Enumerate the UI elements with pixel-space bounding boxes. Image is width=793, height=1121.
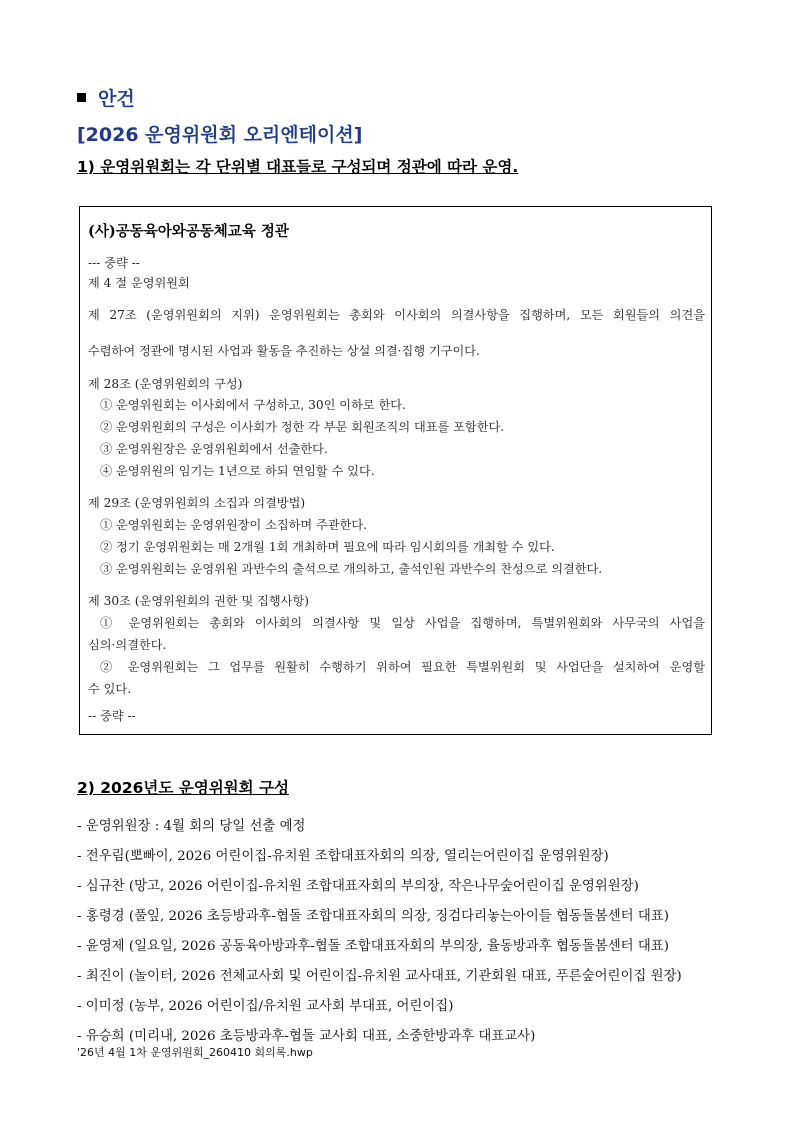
article-30-item-1-line-2: 심의·의결한다.: [88, 638, 167, 652]
item2-heading: 2) 2026년도 운영위원회 구성: [77, 779, 289, 797]
member-list-item: - 이미정 (농부, 2026 어린이집/유치원 교사회 부대표, 어린이집): [77, 999, 454, 1014]
item1-heading: 1) 운영위원회는 각 단위별 대표들로 구성되며 정관에 따라 운영.: [77, 158, 519, 176]
article-27-line-1: 제 27조 (운영위원회의 지위) 운영위원회는 총회와 이사회의 의결사항을 집행하며, 모든 회원들의 의견을: [88, 308, 705, 322]
article-27-line-2: 수렴하여 정관에 명시된 사업과 활동을 추진하는 상설 의결·집행 기구이다.: [88, 344, 480, 358]
member-list-item: - 최진이 (놀이터, 2026 전체교사회 및 어린이집-유치원 교사대표, 기관회원 대표, 푸른숲어린이집 원장): [77, 969, 682, 984]
article-29-item: ① 운영위원회는 운영위원장이 소집하며 주관한다.: [100, 518, 368, 532]
member-list-item: - 전우림(뽀빠이, 2026 어린이집-유치원 조합대표자회의 의장, 열리는어린이집 운영위원장): [77, 849, 609, 864]
agenda-label: 안건: [98, 88, 135, 110]
member-list-item: - 운영위원장 : 4월 회의 당일 선출 예정: [77, 819, 306, 834]
bylaws-excerpt-box: [79, 206, 712, 735]
square-bullet-icon: [77, 93, 86, 102]
omission-marker-bottom: -- 중략 --: [88, 709, 136, 723]
section-heading: 제 4 절 운영위원회: [88, 276, 190, 290]
article-29-item: ③ 운영위원회는 운영위원 과반수의 출석으로 개의하고, 출석인원 과반수의 찬성으로 의결한다.: [100, 562, 603, 576]
member-list-item: - 윤영제 (일요일, 2026 공동육아방과후-협돌 조합대표자회의 부의장, 율동방과후 협동돌봄센터 대표): [77, 939, 669, 954]
article-30-title: 제 30조 (운영위원회의 권한 및 집행사항): [88, 594, 309, 608]
article-30-item-1-line-1: ① 운영위원회는 총회와 이사회의 의결사항 및 일상 사업을 집행하며, 특별위원회와 사무국의 사업을: [100, 616, 705, 630]
article-28-item: ④ 운영위원의 임기는 1년으로 하되 연임할 수 있다.: [100, 464, 375, 478]
omission-marker-top: --- 중략 --: [88, 256, 140, 270]
article-28-item: ① 운영위원회는 이사회에서 구성하고, 30인 이하로 한다.: [100, 398, 406, 412]
article-28-item: ③ 운영위원장은 운영위원회에서 선출한다.: [100, 442, 328, 456]
section-title: [2026 운영위원회 오리엔테이션]: [77, 124, 363, 146]
file-name-footer: '26년 4월 1차 운영위원회_260410 회의록.hwp: [77, 1046, 313, 1059]
article-29-item: ② 정기 운영위원회는 매 2개월 1회 개최하며 필요에 따라 임시회의를 개최할 수 있다.: [100, 540, 555, 554]
article-30-item-2-line-2: 수 있다.: [88, 682, 132, 696]
bylaws-title: (사)공동육아와공동체교육 정관: [88, 223, 289, 240]
article-29-title: 제 29조 (운영위원회의 소집과 의결방법): [88, 496, 306, 510]
article-28-title: 제 28조 (운영위원회의 구성): [88, 377, 243, 391]
article-30-item-2-line-1: ② 운영위원회는 그 업무를 원활히 수행하기 위하여 필요한 특별위원회 및 사업단을 설치하여 운영할: [100, 660, 705, 674]
member-list-item: - 심규찬 (망고, 2026 어린이집-유치원 조합대표자회의 부의장, 작은나무숲어린이집 운영위원장): [77, 879, 639, 894]
agenda-heading: [77, 84, 135, 111]
member-list-item: - 유승희 (미리내, 2026 초등방과후-협돌 교사회 대표, 소중한방과후 대표교사): [77, 1029, 536, 1044]
member-list-item: - 홍령경 (풀잎, 2026 초등방과후-협돌 조합대표자회의 의장, 징검다리놓는아이들 협동돌봄센터 대표): [77, 909, 669, 924]
article-28-item: ② 운영위원회의 구성은 이사회가 정한 각 부문 회원조직의 대표를 포함한다.: [100, 420, 505, 434]
